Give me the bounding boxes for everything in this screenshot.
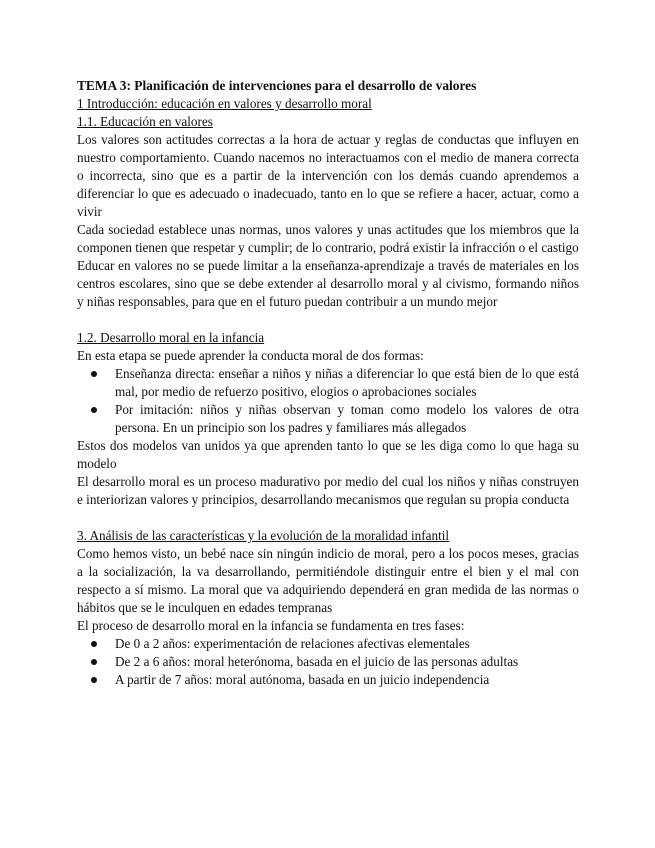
paragraph: Como hemos visto, un bebé nace sin ningún indicio de moral, pero a los pocos meses, gracias a la socialización, la va desarrollando, permitiéndole distinguir entre el bien y el mal con respecto a sí mismo. La moral que va adquiriendo dependerá en gran medida de las normas o hábitos que se le inculquen en edades tempranas <box>77 546 579 615</box>
list-item <box>77 401 579 437</box>
section-heading-intro: 1 Introducción: educación en valores y desarrollo moral <box>77 96 372 111</box>
paragraph: Educar en valores no se puede limitar a la enseñanza-aprendizaje a través de materiales en los centros escolares, sino que se debe extender al desarrollo moral y al civismo, formando niños y niñas responsables, para que en el futuro puedan contribuir a un mundo mejor <box>77 258 579 309</box>
paragraph: Cada sociedad establece unas normas, unos valores y unas actitudes que los miembros que la componen tienen que respetar y cumplir; de lo contrario, podrá existir la infracción o el castigo <box>77 222 579 255</box>
bullet-dot-icon <box>91 407 97 413</box>
list-item <box>77 653 579 671</box>
bullet-dot-icon <box>91 659 97 665</box>
list-item-text: Enseñanza directa: enseñar a niños y niñas a diferenciar lo que está bien de lo que está mal, por medio de refuerzo positivo, elogios o aprobaciones sociales <box>115 366 579 399</box>
list-item <box>77 365 579 401</box>
bullet-dot-icon <box>91 371 97 377</box>
list-item <box>77 635 579 653</box>
bullet-dot-icon <box>91 677 97 683</box>
section-heading-1-1: 1.1. Educación en valores <box>77 114 213 129</box>
paragraph: Estos dos modelos van unidos ya que aprenden tanto lo que se les diga como lo que haga su modelo <box>77 438 579 471</box>
list-item-text: Por imitación: niños y niñas observan y toman como modelo los valores de otra persona. En un principio son los padres y familiares más allegados <box>115 402 579 435</box>
section-heading-3: 3. Análisis de las características y la evolución de la moralidad infantil <box>77 528 450 543</box>
paragraph: Los valores son actitudes correctas a la hora de actuar y reglas de conductas que influyen en nuestro comportamiento. Cuando nacemos no interactuamos con el medio de manera correcta o incorrecta, sino que es a partir de la intervención con los demás cuando aprendemos a diferenciar lo que es adecuado o inadecuado, tanto en lo que se refiere a hacer, actuar, como a vivir <box>77 132 579 219</box>
paragraph: El proceso de desarrollo moral en la infancia se fundamenta en tres fases: <box>77 618 465 633</box>
bullet-dot-icon <box>91 641 97 647</box>
bullet-list <box>77 635 579 689</box>
section-heading-1-2: 1.2. Desarrollo moral en la infancia <box>77 330 265 345</box>
document-title: TEMA 3: Planificación de intervenciones para el desarrollo de valores <box>77 78 477 93</box>
list-item <box>77 671 579 689</box>
paragraph: En esta etapa se puede aprender la conducta moral de dos formas: <box>77 348 424 363</box>
list-item-text: De 2 a 6 años: moral heterónoma, basada en el juicio de las personas adultas <box>115 654 519 669</box>
spacer <box>77 311 579 329</box>
bullet-list <box>77 365 579 437</box>
paragraph: El desarrollo moral es un proceso madurativo por medio del cual los niños y niñas construyen e interiorizan valores y principios, desarrollando mecanismos que regulan su propia conducta <box>77 474 579 507</box>
spacer <box>77 509 579 527</box>
list-item-text: De 0 a 2 años: experimentación de relaciones afectivas elementales <box>115 636 470 651</box>
list-item-text: A partir de 7 años: moral autónoma, basada en un juicio independencia <box>115 672 490 687</box>
document-page <box>77 77 579 689</box>
